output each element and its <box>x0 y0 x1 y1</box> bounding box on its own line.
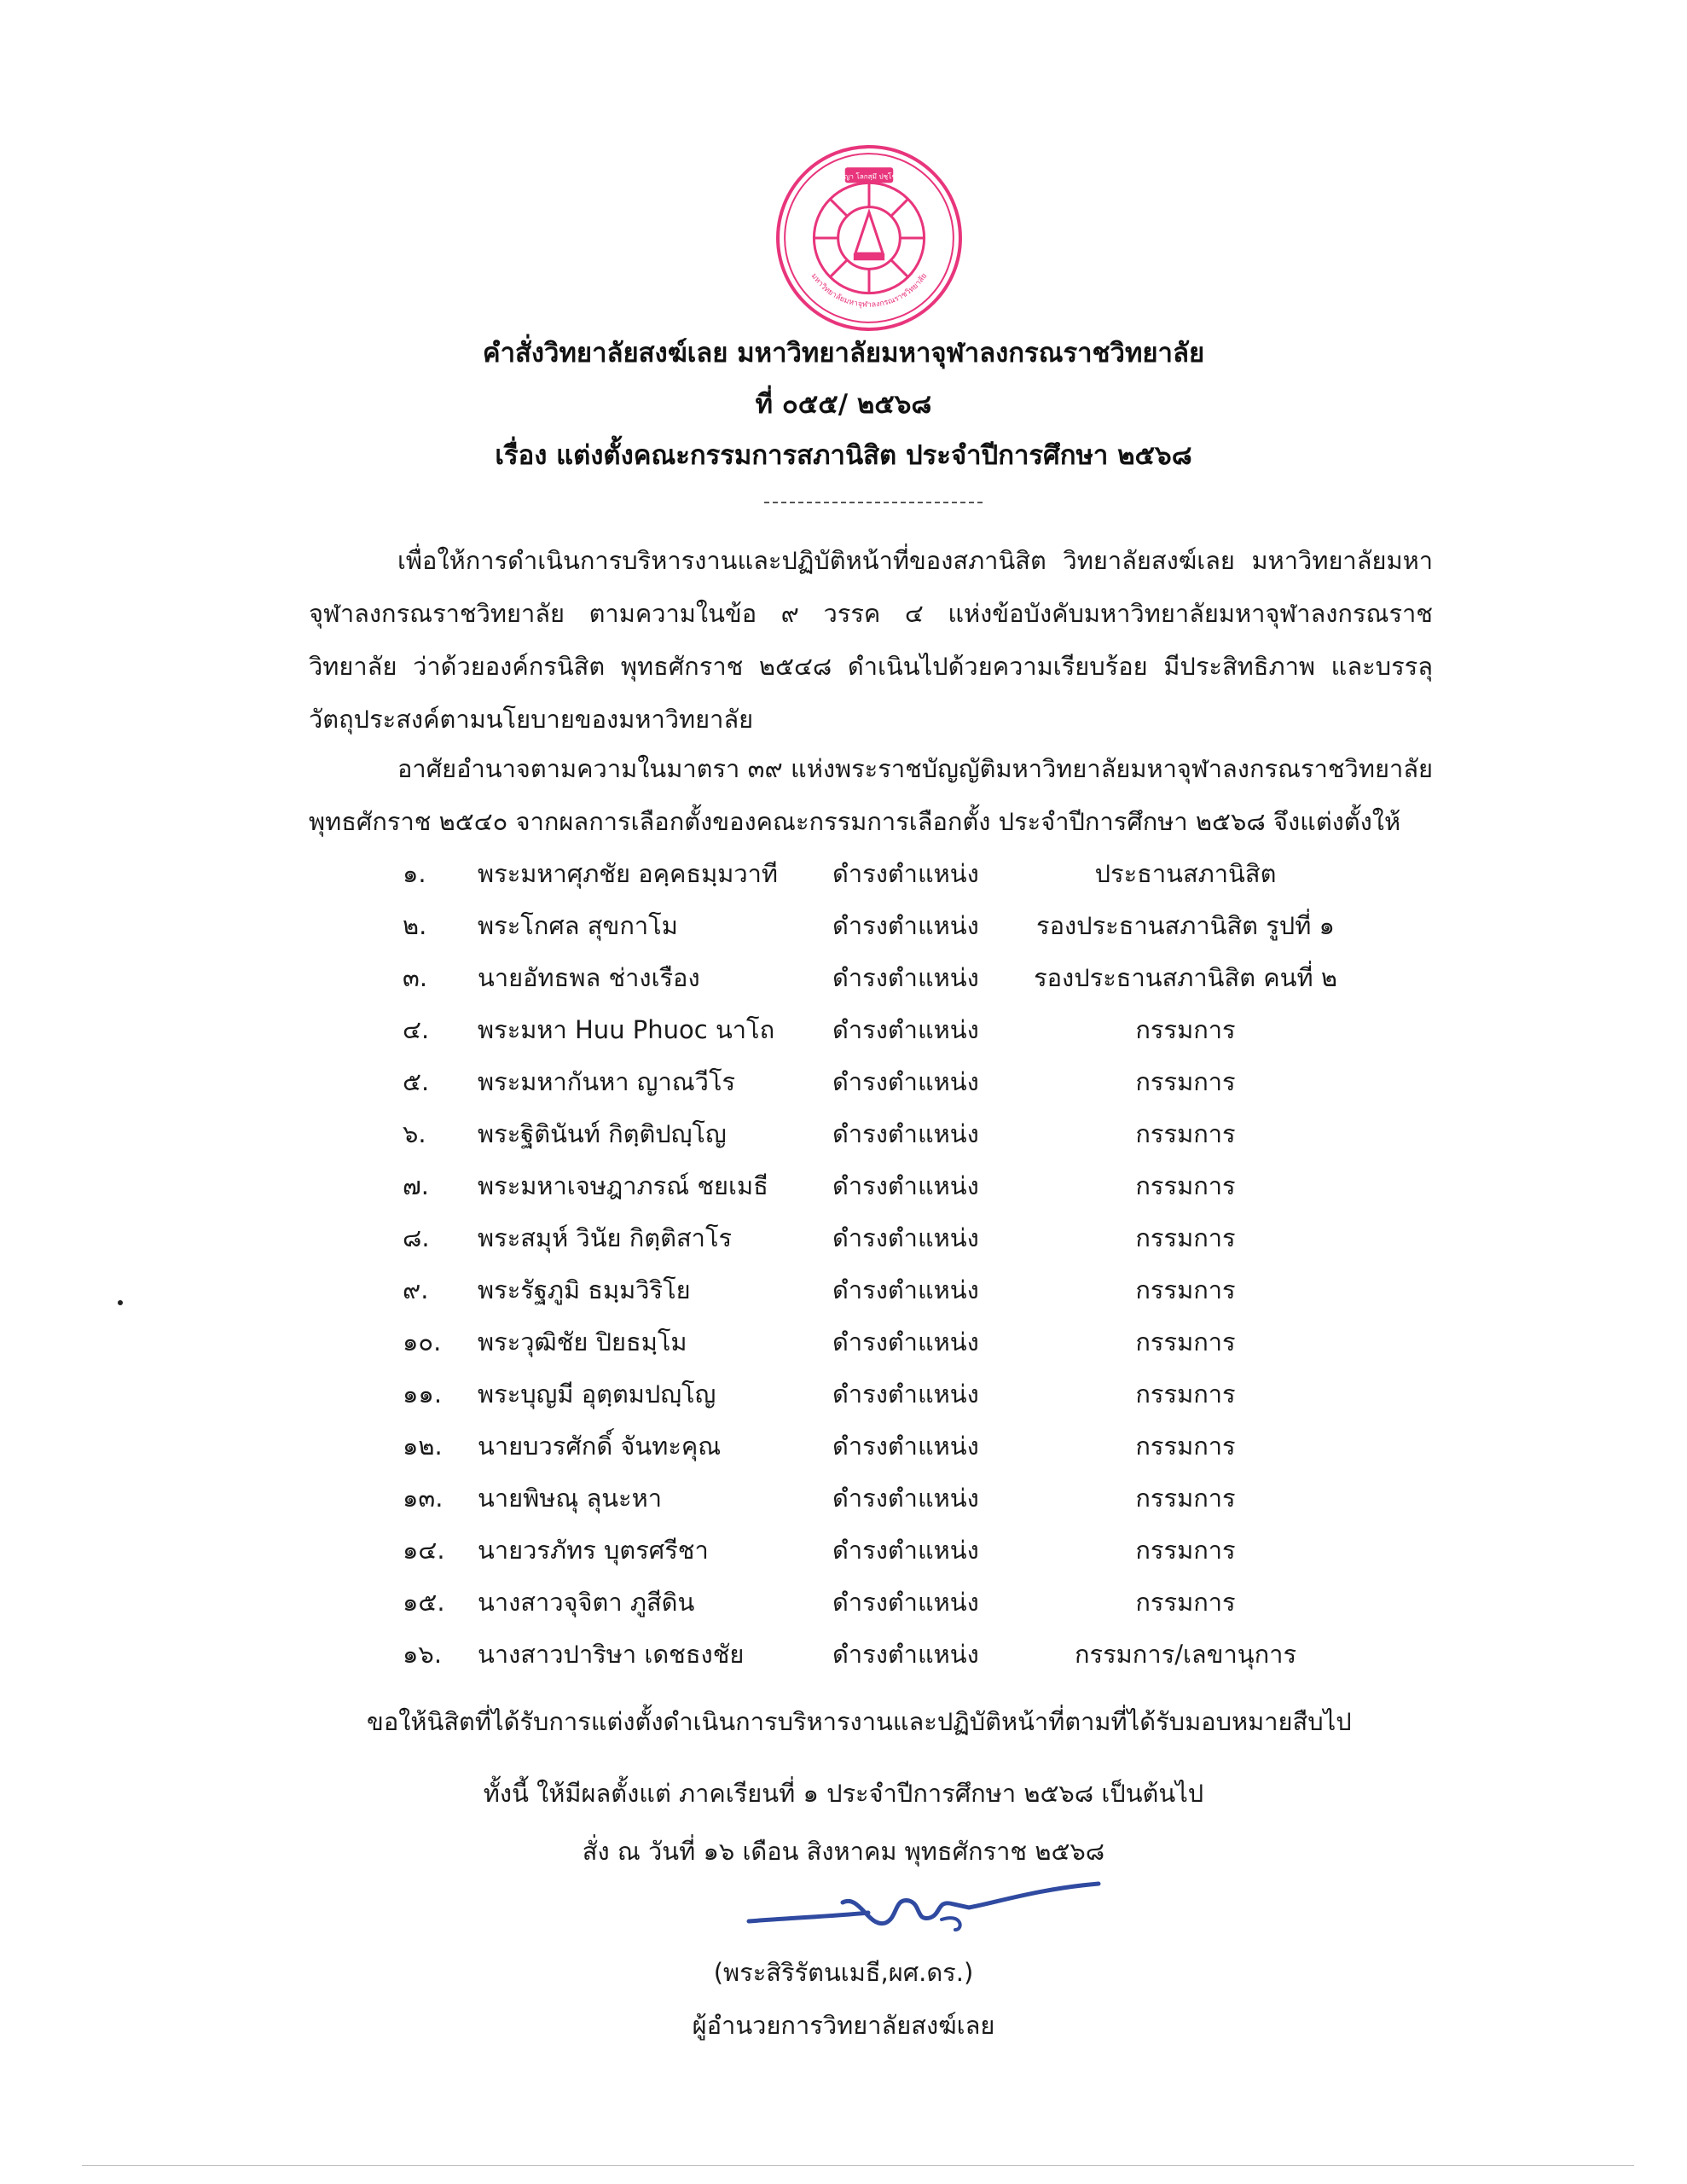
member-number: ๑๖. <box>403 1640 443 1669</box>
member-action: ดำรงตำแหน่ง <box>832 1327 979 1356</box>
member-list <box>307 848 1416 1681</box>
heading-divider <box>764 502 983 503</box>
list-item <box>307 1004 1416 1056</box>
list-item <box>307 1368 1416 1420</box>
member-action: ดำรงตำแหน่ง <box>832 1484 979 1513</box>
order-title: คำสั่งวิทยาลัยสงฆ์เลย มหาวิทยาลัยมหาจุฬาลงกรณราชวิทยาลัย <box>482 338 1205 369</box>
member-number: ๖. <box>403 1119 426 1148</box>
list-item <box>307 1160 1416 1212</box>
member-role: กรรมการ <box>1135 1067 1236 1096</box>
member-number: ๑. <box>403 859 426 888</box>
member-role: รองประธานสภานิสิต คนที่ ๒ <box>1034 963 1337 992</box>
member-role: กรรมการ <box>1135 1432 1236 1461</box>
member-action: ดำรงตำแหน่ง <box>832 1223 979 1252</box>
list-item <box>307 1525 1416 1577</box>
member-action: ดำรงตำแหน่ง <box>832 1015 979 1044</box>
member-number: ๑๑. <box>403 1380 443 1409</box>
member-name: นายบวรศักดิ์ จันทะคุณ <box>478 1432 722 1461</box>
university-seal-logo <box>774 143 964 333</box>
preamble-text: เพื่อให้การดำเนินการบริหารงานและปฏิบัติหน้าที่ของสภานิสิต วิทยาลัยสงฆ์เลย มหาวิทยาลัยมหาจุฬาลงกรณราชวิทยาลัย ตามความในข้อ ๙ วรรค ๔ แห่งข้อบังคับมหาวิทยาลัยมหาจุฬาลงกรณราชวิทยาลัย ว่าด้วยองค์กรนิสิต พุทธศักราช ๒๕๔๘ ดำเนินไปด้วยความเรียบร้อย มีประสิทธิภาพ และบรรลุวัตถุประสงค์ตามนโยบายของมหาวิทยาลัย <box>309 546 1433 734</box>
member-name: นายอัทธพล ช่างเรือง <box>478 963 700 992</box>
member-role: กรรมการ <box>1135 1275 1236 1304</box>
member-number: ๑๔. <box>403 1536 445 1565</box>
member-name: พระโกศล สุขกาโม <box>478 911 678 940</box>
scan-speck <box>118 1300 123 1305</box>
member-role: กรรมการ <box>1135 1223 1236 1252</box>
seal-ring-text-bottom: มหาวิทยาลัยมหาจุฬาลงกรณราชวิทยาลัย <box>809 271 930 310</box>
member-name: พระสมุห์ วินัย กิตฺติสาโร <box>478 1223 733 1252</box>
member-action: ดำรงตำแหน่ง <box>832 1380 979 1409</box>
preamble-paragraph <box>309 534 1433 746</box>
member-role: กรรมการ/เลขานุการ <box>1074 1640 1297 1669</box>
member-action: ดำรงตำแหน่ง <box>832 1067 979 1096</box>
member-role: กรรมการ <box>1135 1327 1236 1356</box>
list-item <box>307 1629 1416 1681</box>
effective-date: ทั้งนี้ ให้มีผลตั้งแต่ ภาคเรียนที่ ๑ ประจำปีการศึกษา ๒๕๖๘ เป็นต้นไป <box>483 1779 1204 1808</box>
member-name: นางสาวปาริษา เดชธงชัย <box>478 1640 745 1669</box>
member-name: นายพิษณุ ลุนะหา <box>478 1484 663 1513</box>
member-name: นายวรภัทร บุตรศรีชา <box>478 1536 709 1565</box>
order-subject: เรื่อง แต่งตั้งคณะกรรมการสภานิสิต ประจำปีการศึกษา ๒๕๖๘ <box>495 440 1192 471</box>
member-action: ดำรงตำแหน่ง <box>832 1119 979 1148</box>
member-number: ๔. <box>403 1015 430 1044</box>
authority-text: อาศัยอำนาจตามความในมาตรา ๓๙ แห่งพระราชบัญญัติมหาวิทยาลัยมหาจุฬาลงกรณราชวิทยาลัย พุทธศักราช ๒๕๔๐ จากผลการเลือกตั้งของคณะกรรมการเลือกตั้ง ประจำปีการศึกษา ๒๕๖๘ จึงแต่งตั้งให้ <box>309 754 1433 836</box>
list-item <box>307 1577 1416 1629</box>
member-action: ดำรงตำแหน่ง <box>832 1171 979 1200</box>
member-role: รองประธานสภานิสิต รูปที่ ๑ <box>1036 911 1335 940</box>
member-number: ๗. <box>403 1171 430 1200</box>
list-item <box>307 1264 1416 1316</box>
member-action: ดำรงตำแหน่ง <box>832 859 979 888</box>
member-action: ดำรงตำแหน่ง <box>832 1536 979 1565</box>
list-item <box>307 1420 1416 1472</box>
member-number: ๑๕. <box>403 1588 445 1617</box>
member-name: พระวุฒิชัย ปิยธมฺโม <box>478 1327 687 1356</box>
member-role: กรรมการ <box>1135 1015 1236 1044</box>
member-name: พระมหากันหา ญาณวีโร <box>478 1067 736 1096</box>
member-action: ดำรงตำแหน่ง <box>832 1640 979 1669</box>
list-item <box>307 1108 1416 1160</box>
member-number: ๑๐. <box>403 1327 442 1356</box>
member-role: กรรมการ <box>1135 1588 1236 1617</box>
member-name: พระมหาเจษฎาภรณ์ ชยเมธี <box>478 1171 768 1200</box>
member-role: กรรมการ <box>1135 1484 1236 1513</box>
authority-paragraph <box>309 742 1433 848</box>
member-name: พระฐิตินันท์ กิตฺติปญฺโญ <box>478 1119 727 1148</box>
member-action: ดำรงตำแหน่ง <box>832 911 979 940</box>
member-name: พระบุญมี อุตฺตมปญฺโญ <box>478 1380 716 1409</box>
list-item <box>307 1316 1416 1368</box>
member-role: ประธานสภานิสิต <box>1094 859 1277 888</box>
member-action: ดำรงตำแหน่ง <box>832 1432 979 1461</box>
member-action: ดำรงตำแหน่ง <box>832 1588 979 1617</box>
signature-image <box>740 1868 1107 1945</box>
member-number: ๘. <box>403 1223 430 1252</box>
member-number: ๙. <box>403 1275 429 1304</box>
list-item <box>307 848 1416 900</box>
signatory-name: (พระสิริรัตนเมธี,ผศ.ดร.) <box>713 1958 974 1987</box>
member-number: ๓. <box>403 963 428 992</box>
list-item <box>307 1472 1416 1525</box>
scan-edge-line <box>82 2165 1634 2166</box>
member-action: ดำรงตำแหน่ง <box>832 963 979 992</box>
list-item <box>307 952 1416 1004</box>
list-item <box>307 900 1416 952</box>
member-name: พระมหาศุภชัย อคฺคธมฺมวาที <box>478 859 779 888</box>
member-number: ๑๒. <box>403 1432 443 1461</box>
order-number: ที่ ๐๕๕/ ๒๕๖๘ <box>755 389 932 420</box>
list-item <box>307 1212 1416 1264</box>
order-date: สั่ง ณ วันที่ ๑๖ เดือน สิงหาคม พุทธศักราช ๒๕๖๘ <box>582 1837 1105 1866</box>
member-number: ๕. <box>403 1067 430 1096</box>
member-name: นางสาวจุจิตา ภูสีดิน <box>478 1588 695 1617</box>
member-action: ดำรงตำแหน่ง <box>832 1275 979 1304</box>
member-number: ๑๓. <box>403 1484 443 1513</box>
signatory-title: ผู้อำนวยการวิทยาลัยสงฆ์เลย <box>692 2011 995 2040</box>
member-role: กรรมการ <box>1135 1380 1236 1409</box>
member-role: กรรมการ <box>1135 1171 1236 1200</box>
seal-ring-text-top: ปญฺญา โลกสฺมึ ปชฺโชโต <box>833 172 905 181</box>
closing-instruction: ขอให้นิสิตที่ได้รับการแต่งตั้งดำเนินการบริหารงานและปฏิบัติหน้าที่ตามที่ได้รับมอบหมายสืบไป <box>367 1707 1352 1736</box>
member-role: กรรมการ <box>1135 1536 1236 1565</box>
member-number: ๒. <box>403 911 427 940</box>
member-role: กรรมการ <box>1135 1119 1236 1148</box>
member-name: พระรัฐภูมิ ธมฺมวิริโย <box>478 1275 691 1304</box>
member-name: พระมหา Huu Phuoc นาโถ <box>478 1015 775 1044</box>
list-item <box>307 1056 1416 1108</box>
